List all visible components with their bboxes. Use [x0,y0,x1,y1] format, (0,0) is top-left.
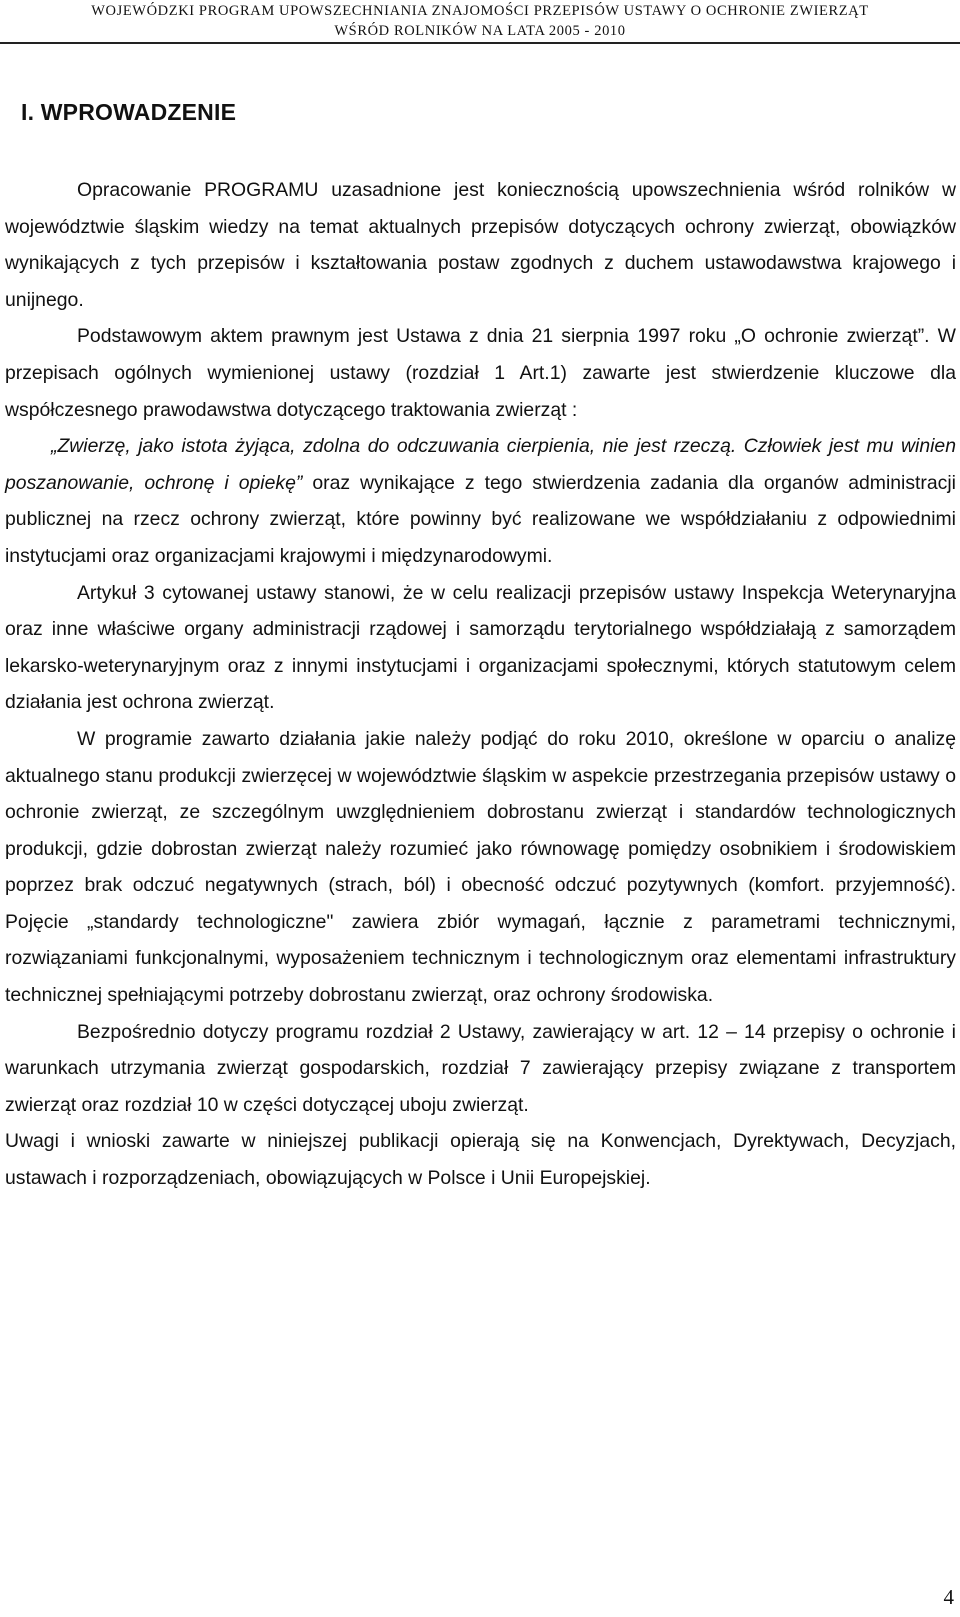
paragraph-legal-basis: Podstawowym aktem prawnym jest Ustawa z dnia 21 sierpnia 1997 roku „O ochronie zwierząt”. W przepisach ogólnych wymienionej ustawy (rozdział 1 Art.1) zawarte jest stwierdzenie kluczowe dla współczesnego prawodawstwa dotyczącego traktowania zwierząt : [5,325,956,421]
paragraph-quote [5,428,956,574]
running-header-line-1: WOJEWÓDZKI PROGRAM UPOWSZECHNIANIA ZNAJOMOŚCI PRZEPISÓW USTAWY O OCHRONIE ZWIERZĄT [91,3,869,19]
paragraph-article-3: Artykuł 3 cytowanej ustawy stanowi, że w celu realizacji przepisów ustawy Inspekcja Weterynaryjna oraz inne właściwe organy administracji rządowej i samorządu terytorialnego współdziałają z samorządem lekarsko-weterynaryjnym oraz z innymi instytucjami i organizacjami społecznymi, których statutowym celem działania jest ochrona zwierząt. [5,581,956,714]
document-body [5,172,956,1197]
paragraph-program-scope: W programie zawarto działania jakie należy podjąć do roku 2010, określone w oparciu o analizę aktualnego stanu produkcji zwierzęcej w województwie śląskim w aspekcie przestrzegania przepisów ustawy o ochronie zwierząt, ze szczególnym uwzględnieniem dobrostanu zwierząt i standardów technologicznych produkcji, gdzie dobrostan zwierząt należy rozumieć jako równowagę pomiędzy osobnikiem i środowiskiem poprzez brak odczuć negatywnych (strach, ból) i obecność odczuć pozytywnych (komfort. przyjemność). Pojęcie „standardy technologiczne" zawiera zbiór wymagań, łącznie z parametrami technicznymi, rozwiązaniami funkcjonalnymi, wyposażeniem technicznym i technologicznym oraz elementami infrastruktury technicznej spełniającymi potrzeby dobrostanu zwierząt, oraz ochrony środowiska. [5,727,956,1007]
running-header [0,0,960,41]
page-number: 4 [943,1585,954,1609]
paragraph-quote-continuation: oraz wynikające z tego stwierdzenia zadania dla organów administracji publicznej na rzecz ochrony zwierząt, które powinny być realizowane we współdziałaniu z odpowiednimi instytucjami oraz organizacjami krajowymi i międzynarodowymi. [5,471,956,567]
running-header-line-2: WŚRÓD ROLNIKÓW NA LATA 2005 - 2010 [334,23,626,39]
paragraph-remarks: Uwagi i wnioski zawarte w niniejszej publikacji opierają się na Konwencjach, Dyrektywach, Decyzjach, ustawach i rozporządzeniach, obowiązujących w Polsce i Unii Europejskiej. [5,1130,956,1190]
section-title: I. WPROWADZENIE [21,99,237,125]
paragraph-intro: Opracowanie PROGRAMU uzasadnione jest koniecznością upowszechnienia wśród rolników w województwie śląskim wiedzy na temat aktualnych przepisów dotyczących ochrony zwierząt, obowiązków wynikających z tych przepisów i kształtowania postaw zgodnych z duchem ustawodawstwa krajowego i unijnego. [5,179,956,311]
quoted-law-text: „Zwierzę, jako istota żyjąca, zdolna do odczuwania cierpienia, nie jest rzeczą. Człowiek jest mu winien poszanowanie, ochronę i opiekę” [5,435,956,494]
header-divider [0,42,960,44]
paragraph-chapter-2: Bezpośrednio dotyczy programu rozdział 2 Ustawy, zawierający w art. 12 – 14 przepisy o ochronie i warunkach utrzymania zwierząt gospodarskich, rozdział 7 zawierający przepisy związane z transportem zwierząt oraz rozdział 10 w części dotyczącej uboju zwierząt. [5,1020,956,1116]
